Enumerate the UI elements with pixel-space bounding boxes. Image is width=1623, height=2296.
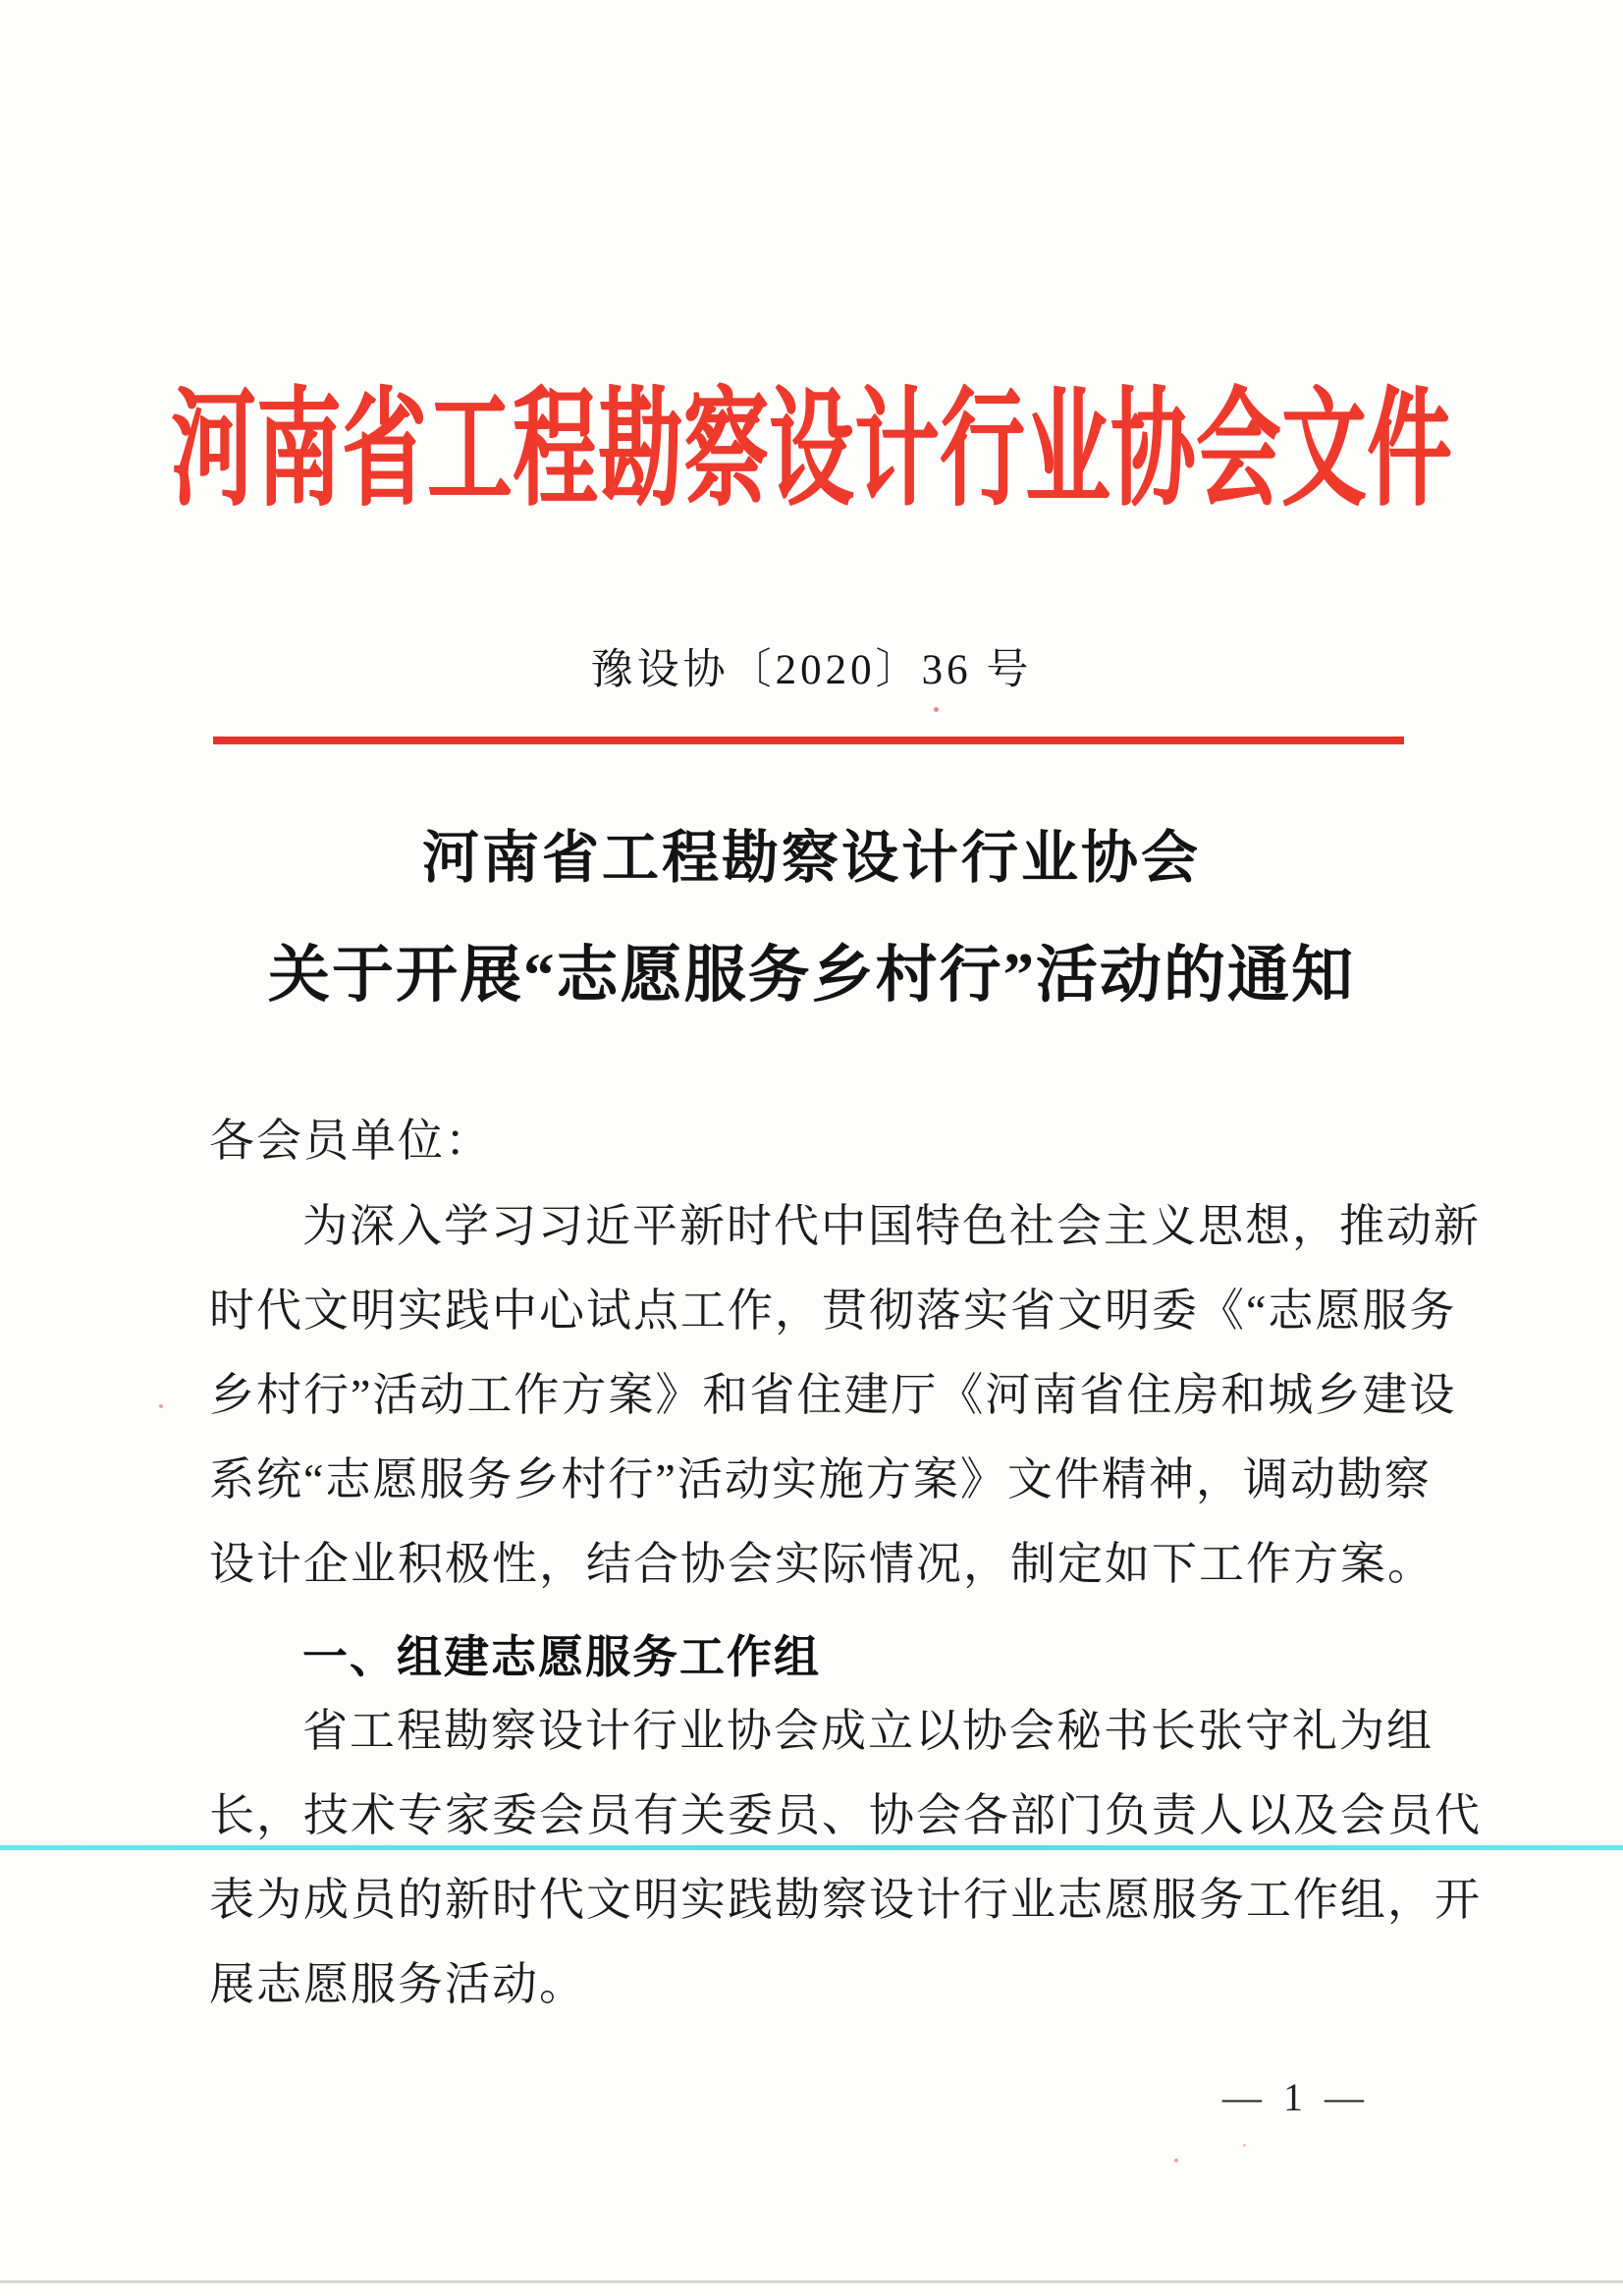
paragraph2-line: 长，技术专家委会员有关委员、协会各部门负责人以及会员代 xyxy=(209,1790,1482,1840)
letterhead-title: 河南省工程勘察设计行业协会文件 xyxy=(171,378,1452,522)
scan-artifact-bottom-edge xyxy=(0,2280,1623,2283)
scan-artifact-speck xyxy=(1243,2144,1246,2147)
doc-title-line-2: 关于开展“志愿服务乡村行”活动的通知 xyxy=(268,941,1355,1010)
red-divider-rule xyxy=(213,737,1404,744)
section-heading: 一、组建志愿服务工作组 xyxy=(302,1631,821,1682)
paragraph1-line: 为深入学习习近平新时代中国特色社会主义思想，推动新 xyxy=(302,1201,1481,1251)
paragraph1-line: 时代文明实践中心试点工作，贯彻落实省文明委《“志愿服务 xyxy=(209,1285,1457,1336)
scan-artifact-speck xyxy=(159,1404,163,1408)
paragraph1-line: 乡村行”活动工作方案》和省住建厅《河南省住房和城乡建设 xyxy=(209,1370,1457,1420)
scan-artifact-speck xyxy=(934,707,939,712)
scan-artifact-cyan-line xyxy=(0,1845,1623,1850)
doc-reference-number: 豫设协〔2020〕36 号 xyxy=(590,647,1033,693)
paragraph2-line: 展志愿服务活动。 xyxy=(209,1959,586,2009)
salutation: 各会员单位： xyxy=(209,1116,492,1166)
paragraph1-line: 系统“志愿服务乡村行”活动实施方案》文件精神，调动勘察 xyxy=(209,1454,1432,1504)
paragraph2-line: 表为成员的新时代文明实践勘察设计行业志愿服务工作组，开 xyxy=(209,1875,1482,1925)
page-number: — 1 — xyxy=(1222,2075,1370,2119)
paragraph2-line: 省工程勘察设计行业协会成立以协会秘书长张守礼为组 xyxy=(302,1706,1434,1756)
paragraph1-line: 设计企业积极性，结合协会实际情况，制定如下工作方案。 xyxy=(209,1539,1434,1589)
scan-artifact-speck xyxy=(1174,2159,1178,2162)
doc-title-line-1: 河南省工程勘察设计行业协会 xyxy=(421,826,1201,890)
